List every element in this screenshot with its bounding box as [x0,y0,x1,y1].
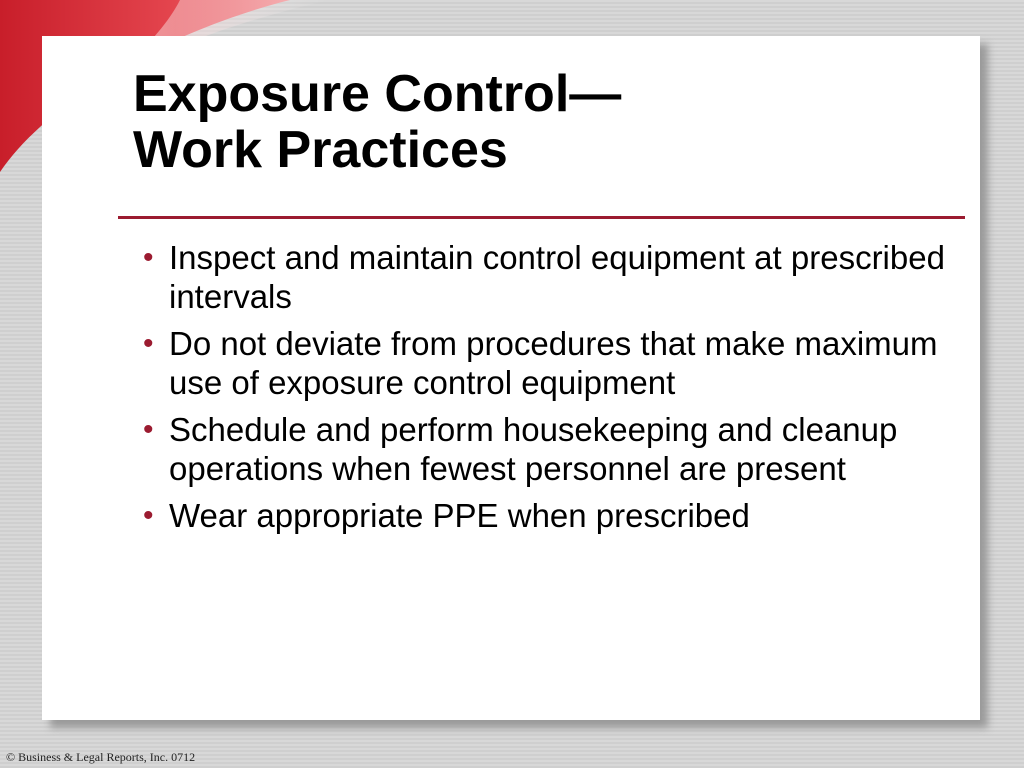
bullet-text: Schedule and perform housekeeping and cleanup operations when fewest personnel are present [169,411,898,487]
bullet-dot-icon: • [143,413,154,446]
bullet-dot-icon: • [143,327,154,360]
bullet-text: Do not deviate from procedures that make maximum use of exposure control equipment [169,325,938,401]
bullet-text: Wear appropriate PPE when prescribed [169,497,750,534]
bullet-item [143,324,963,402]
bullet-dot-icon: • [143,499,154,532]
bullet-item [143,496,963,535]
bullet-list [143,238,963,543]
copyright-footer: © Business & Legal Reports, Inc. 0712 [6,750,196,764]
bullet-text: Inspect and maintain control equipment at prescribed intervals [169,239,945,315]
bullet-dot-icon: • [143,241,154,274]
title-line-2: Work Practices [133,121,508,179]
title-divider [118,216,965,219]
title-line-1: Exposure Control— [133,65,622,123]
slide-title [133,66,953,178]
bullet-item [143,238,963,316]
bullet-item [143,410,963,488]
